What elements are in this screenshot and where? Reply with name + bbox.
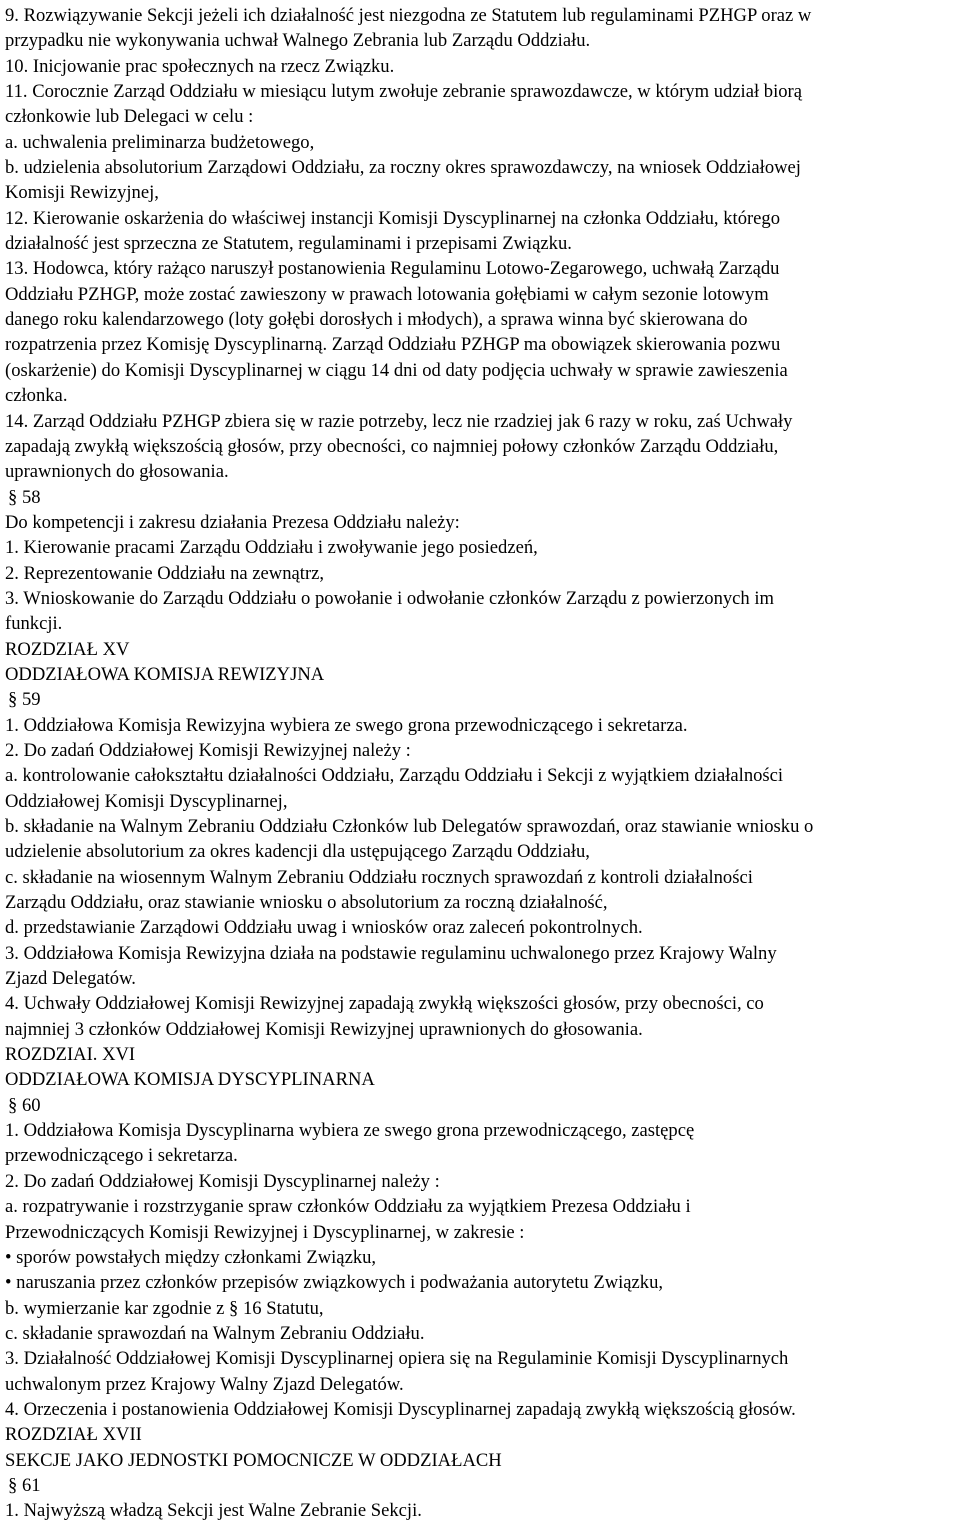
text-line: 4. Orzeczenia i postanowienia Oddziałowej Komisji Dyscyplinarnej zapadają zwykłą większością głosów. <box>5 1398 796 1420</box>
text-line: udzielenie absolutorium za okres kadencji dla ustępującego Zarządu Oddziału, <box>5 841 590 863</box>
text-line: 11. Corocznie Zarząd Oddziału w miesiącu lutym zwołuje zebranie sprawozdawcze, w którym udział biorą <box>5 81 802 103</box>
text-line: 14. Zarząd Oddziału PZHGP zbiera się w razie potrzeby, lecz nie rzadziej jak 6 razy w roku, zaś Uchwały <box>5 410 793 432</box>
text-line: c. składanie na wiosennym Walnym Zebraniu Oddziału rocznych sprawozdań z kontroli działalności <box>5 866 753 888</box>
text-line: 2. Reprezentowanie Oddziału na zewnątrz, <box>5 562 325 584</box>
text-line: uprawnionych do głosowania. <box>5 461 229 483</box>
chapter-heading: ROZDZIAŁ XV <box>5 638 130 660</box>
text-line: rozpatrzenia przez Komisję Dyscyplinarną. Zarząd Oddziału PZHGP ma obowiązek skierowania pozwu <box>5 334 781 356</box>
text-line: 1. Oddziałowa Komisja Dyscyplinarna wybiera ze swego grona przewodniczącego, zastępcę <box>5 1120 695 1142</box>
text-line: Przewodniczących Komisji Rewizyjnej i Dyscyplinarnej, w zakresie : <box>5 1221 525 1243</box>
text-line: Oddziałowej Komisji Dyscyplinarnej, <box>5 790 288 812</box>
text-line: 12. Kierowanie oskarżenia do właściwej instancji Komisji Dyscyplinarnej na członka Oddziału, którego <box>5 207 781 229</box>
chapter-heading: ROZDZIAŁ XVII <box>5 1424 142 1446</box>
text-line: Komisji Rewizyjnej, <box>5 182 159 204</box>
text-line: a. rozpatrywanie i rozstrzyganie spraw członków Oddziału za wyjątkiem Prezesa Oddziału i <box>5 1196 691 1218</box>
text-line: Oddziału PZHGP, może zostać zawieszony w prawach lotowania gołębiami w całym sezonie lotowym <box>5 283 769 305</box>
text-line: a. uchwalenia preliminarza budżetowego, <box>5 131 315 153</box>
text-line: b. wymierzanie kar zgodnie z § 16 Statutu, <box>5 1297 324 1319</box>
chapter-title: ODDZIAŁOWA KOMISJA DYSCYPLINARNA <box>5 1069 375 1091</box>
text-line: 3. Wnioskowanie do Zarządu Oddziału o powołanie i odwołanie członków Zarządu z powierzonych im <box>5 587 774 609</box>
text-line: 1. Najwyższą władzą Sekcji jest Walne Zebranie Sekcji. <box>5 1500 422 1522</box>
text-line: Zarządu Oddziału, oraz stawianie wniosku o absolutorium za roczną działalność, <box>5 892 608 914</box>
section-number-61: § 61 <box>8 1474 41 1496</box>
text-line: przypadku nie wykonywania uchwał Walnego Zebrania lub Zarządu Oddziału. <box>5 30 591 52</box>
text-line: 3. Oddziałowa Komisja Rewizyjna działa na podstawie regulaminu uchwalonego przez Krajowy Walny <box>5 942 777 964</box>
text-line: (oskarżenie) do Komisji Dyscyplinarnej w ciągu 14 dni od daty podjęcia uchwały w sprawie zawieszenia <box>5 359 788 381</box>
text-line: uchwalonym przez Krajowy Walny Zjazd Delegatów. <box>5 1373 404 1395</box>
text-line: 1. Oddziałowa Komisja Rewizyjna wybiera ze swego grona przewodniczącego i sekretarza. <box>5 714 688 736</box>
bullet-item: • sporów powstałych między członkami Związku, <box>5 1246 377 1268</box>
text-line: b. składanie na Walnym Zebraniu Oddziału Członków lub Delegatów sprawozdań, oraz stawianie wniosku o <box>5 816 814 837</box>
text-line: Zjazd Delegatów. <box>5 968 136 990</box>
text-line: 13. Hodowca, który rażąco naruszył postanowienia Regulaminu Lotowo-Zegarowego, uchwałą Zarządu <box>5 258 780 280</box>
text-line: działalność jest sprzeczna ze Statutem, regulaminami i przepisami Związku. <box>5 233 572 255</box>
text-line: 2. Do zadań Oddziałowej Komisji Dyscyplinarnej należy : <box>5 1170 440 1192</box>
chapter-heading: ROZDZIAI. XVI <box>5 1044 136 1066</box>
text-line: członka. <box>5 385 68 407</box>
section-number-59: § 59 <box>8 689 41 711</box>
chapter-title: SEKCJE JAKO JEDNOSTKI POMOCNICZE W ODDZIAŁACH <box>5 1449 502 1471</box>
section-number-60: § 60 <box>8 1094 41 1116</box>
text-line: 4. Uchwały Oddziałowej Komisji Rewizyjnej zapadają zwykłą większości głosów, przy obecności, co <box>5 993 764 1015</box>
text-line: b. udzielenia absolutorium Zarządowi Oddziału, za roczny okres sprawozdawczy, na wniosek Oddziałowej <box>5 157 801 179</box>
text-line: c. składanie sprawozdań na Walnym Zebraniu Oddziału. <box>5 1322 425 1344</box>
text-line: 1. Kierowanie pracami Zarządu Oddziału i zwoływanie jego posiedzeń, <box>5 537 538 559</box>
text-line: zapadają zwykłą większością głosów, przy obecności, co najmniej połowy członków Zarządu Oddziału, <box>5 435 779 457</box>
text-line: 2. Do zadań Oddziałowej Komisji Rewizyjnej należy : <box>5 739 411 761</box>
section-number-58: § 58 <box>8 486 41 508</box>
text-line: 3. Działalność Oddziałowej Komisji Dyscyplinarnej opiera się na Regulaminie Komisji Dyscyplinarnych <box>5 1348 789 1370</box>
text-line: 10. Inicjowanie prac społecznych na rzecz Związku. <box>5 55 395 77</box>
text-line: przewodniczącego i sekretarza. <box>5 1145 238 1167</box>
text-line: a. kontrolowanie całokształtu działalności Oddziału, Zarządu Oddziału i Sekcji z wyjątkiem działalności <box>5 765 784 787</box>
text-line: członkowie lub Delegaci w celu : <box>5 106 254 128</box>
text-line: 9. Rozwiązywanie Sekcji jeżeli ich działalność jest niezgodna ze Statutem lub regulaminami PZHGP oraz w <box>5 5 812 26</box>
text-line: d. przedstawianie Zarządowi Oddziału uwag i wniosków oraz zaleceń pokontrolnych. <box>5 917 643 939</box>
text-line: danego roku kalendarzowego (loty gołębi dorosłych i młodych), a sprawa winna być skierowana do <box>5 309 748 331</box>
bullet-item: • naruszania przez członków przepisów związkowych i podważania autorytetu Związku, <box>5 1272 664 1294</box>
text-line: Do kompetencji i zakresu działania Prezesa Oddziału należy: <box>5 511 460 533</box>
text-line: funkcji. <box>5 613 63 635</box>
chapter-title: ODDZIAŁOWA KOMISJA REWIZYJNA <box>5 663 325 685</box>
text-line: najmniej 3 członków Oddziałowej Komisji Rewizyjnej uprawnionych do głosowania. <box>5 1018 643 1040</box>
document-page <box>5 3 960 1524</box>
